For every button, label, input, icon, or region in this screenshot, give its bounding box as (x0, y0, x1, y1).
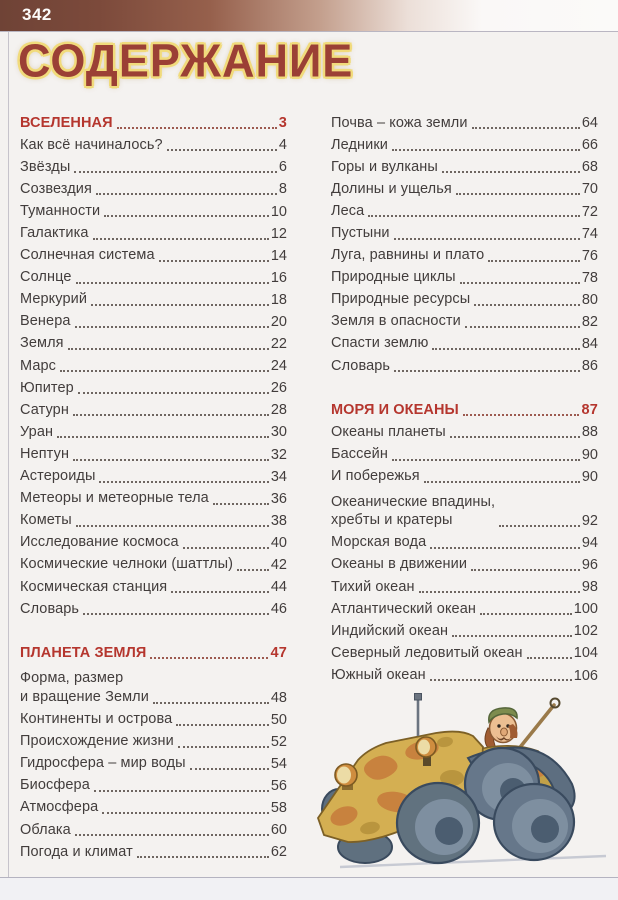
dotted-leader (213, 503, 269, 505)
toc-row (20, 775, 287, 797)
dotted-leader (394, 238, 580, 240)
toc-row (20, 222, 287, 244)
toc-page-number: 104 (573, 645, 598, 662)
soldier-nose (501, 728, 508, 736)
dotted-leader (75, 834, 269, 836)
dotted-leader (452, 635, 572, 637)
toc-page-number: 60 (270, 822, 287, 839)
toc-page-number: 68 (581, 159, 598, 176)
dotted-leader (153, 702, 269, 704)
toc-page-number: 76 (581, 247, 598, 264)
toc-page-number: 47 (270, 645, 287, 662)
toc-page-number: 90 (581, 446, 598, 463)
toc-page-number: 10 (270, 203, 287, 220)
dotted-leader (83, 613, 269, 615)
toc-label: Леса (331, 202, 365, 219)
toc-label: Космическая станция (20, 578, 168, 595)
toc-page-number: 12 (270, 225, 287, 242)
toc-row (331, 112, 598, 134)
toc-label: Метеоры и метеорные тела (20, 490, 209, 507)
toc-row (20, 156, 287, 178)
toc-row (20, 510, 287, 532)
toc-label: Венера (20, 313, 71, 330)
dotted-leader (171, 591, 269, 593)
wheel-front-center (397, 783, 479, 863)
toc-label: Космические челноки (шаттлы) (20, 556, 234, 573)
toc-page-number: 88 (581, 424, 598, 441)
toc-row (20, 178, 287, 200)
toc-label: Галактика (20, 225, 89, 242)
toc-label: Тихий океан (331, 578, 415, 595)
toc-label: Меркурий (20, 291, 88, 308)
dotted-leader (368, 215, 580, 217)
toc-label: ПЛАНЕТА ЗЕМЛЯ (20, 644, 147, 661)
dotted-leader (104, 215, 269, 217)
dotted-leader (237, 569, 269, 571)
dotted-leader (488, 260, 580, 262)
toc-label: Исследование космоса (20, 534, 179, 551)
toc-label: Кометы (20, 512, 72, 529)
toc-row (20, 134, 287, 156)
toc-page-number: 16 (270, 269, 287, 286)
toc-page-number: 52 (270, 733, 287, 750)
toc-row (331, 311, 598, 333)
left-page-edge (8, 32, 9, 877)
toc-label: Созвездия (20, 180, 92, 197)
dotted-leader (102, 812, 269, 814)
toc-page-number: 56 (270, 777, 287, 794)
toc-row (331, 156, 598, 178)
toc-row (20, 289, 287, 311)
toc-row (20, 554, 287, 576)
toc-label: Солнечная система (20, 247, 155, 264)
dotted-leader (93, 238, 269, 240)
toc-row (20, 377, 287, 399)
camo-vehicle-illustration (310, 690, 612, 876)
toc-label: Как всё начиналось? (20, 136, 163, 153)
toc-row (20, 245, 287, 267)
toc-row (331, 333, 598, 355)
toc-page-number: 70 (581, 181, 598, 198)
toc-label: Луга, равнины и плато (331, 247, 485, 264)
toc-page-number: 42 (270, 557, 287, 574)
toc-row (20, 532, 287, 554)
toc-page-number: 54 (270, 755, 287, 772)
toc-label: Погода и климат (20, 843, 133, 860)
toc-page-number: 38 (270, 512, 287, 529)
toc-page-number: 90 (581, 468, 598, 485)
toc-section-row (20, 112, 287, 134)
dotted-leader (159, 260, 269, 262)
toc-page-number: 100 (573, 601, 598, 618)
toc-row (331, 178, 598, 200)
toc-row (331, 267, 598, 289)
toc-label: Облака (20, 821, 71, 838)
toc-page-number: 106 (573, 667, 598, 684)
toc-row (331, 355, 598, 377)
toc-page-number: 86 (581, 358, 598, 375)
dotted-leader (463, 414, 580, 416)
dotted-leader (474, 304, 580, 306)
toc-row (331, 466, 598, 488)
toc-label: Туманности (20, 202, 101, 219)
toc-row (20, 355, 287, 377)
toc-page-number: 102 (573, 623, 598, 640)
toc-row (20, 200, 287, 222)
dotted-leader (480, 613, 572, 615)
toc-row (331, 620, 598, 642)
page-bottom-margin (0, 878, 618, 900)
toc-label: Гидросфера – мир воды (20, 755, 186, 772)
dotted-leader (471, 569, 580, 571)
dotted-leader (430, 547, 580, 549)
toc-label: Происхождение жизни (20, 733, 174, 750)
toc-label: Южный океан (331, 666, 426, 683)
dotted-leader (432, 348, 579, 350)
dotted-leader (68, 348, 269, 350)
toc-row (20, 399, 287, 421)
toc-page-number: 14 (270, 247, 287, 264)
toc-page-number: 84 (581, 336, 598, 353)
toc-label: Марс (20, 357, 57, 374)
toc-page-number: 96 (581, 557, 598, 574)
toc-row (20, 753, 287, 775)
toc-label: Земля в опасности (331, 313, 461, 330)
toc-page-number: 34 (270, 468, 287, 485)
toc-page-number: 72 (581, 203, 598, 220)
toc-row (331, 421, 598, 443)
toc-label: Земля (20, 335, 64, 352)
dotted-leader (394, 370, 580, 372)
toc-page-number: 94 (581, 534, 598, 551)
toc-page-number: 46 (270, 601, 287, 618)
dotted-leader (57, 436, 269, 438)
toc-row (331, 642, 598, 664)
dotted-leader (456, 193, 580, 195)
toc-label: Сатурн (20, 401, 69, 418)
toc-label: Континенты и острова (20, 711, 173, 728)
dotted-leader (465, 326, 580, 328)
dotted-leader (499, 525, 580, 527)
toc-section-row (20, 642, 287, 664)
toc-page-number: 18 (270, 291, 287, 308)
toc-row (331, 488, 598, 532)
toc-page-number: 28 (270, 402, 287, 419)
toc-label: Пустыни (331, 225, 390, 242)
dotted-leader (75, 326, 269, 328)
toc-page-number: 36 (270, 490, 287, 507)
dotted-leader (527, 657, 572, 659)
toc-label: Почва – кожа земли (331, 114, 468, 131)
toc-page-number: 22 (270, 336, 287, 353)
header-bar (0, 0, 618, 31)
toc-label: Солнце (20, 269, 72, 286)
wheel-rear-bottom (494, 784, 574, 860)
toc-page-number: 50 (270, 711, 287, 728)
dotted-leader (472, 127, 580, 129)
dotted-leader (190, 768, 269, 770)
toc-label: ВСЕЛЕННАЯ (20, 114, 113, 131)
dotted-leader (183, 547, 269, 549)
top-rule (0, 31, 618, 32)
toc-page-number: 24 (270, 358, 287, 375)
toc-page-number: 3 (278, 115, 287, 132)
toc-row (20, 488, 287, 510)
dotted-leader (99, 481, 268, 483)
toc-row (331, 598, 598, 620)
toc-row (331, 245, 598, 267)
toc-page-number: 20 (270, 314, 287, 330)
dotted-leader (137, 856, 269, 858)
toc-row (20, 576, 287, 598)
toc-page-number: 74 (581, 225, 598, 242)
page-number: 342 (22, 5, 52, 24)
toc-page-number: 62 (270, 844, 287, 861)
toc-label: Форма, размер и вращение Земли (20, 670, 149, 705)
toc-label: Атмосфера (20, 799, 99, 816)
soldier-eye (497, 724, 500, 727)
dotted-leader (442, 171, 580, 173)
antenna (415, 694, 422, 737)
dotted-leader (430, 679, 572, 681)
toc-label: Океанические впадины, хребты и кратеры (331, 493, 496, 529)
dotted-leader (176, 724, 269, 726)
toc-row (20, 797, 287, 819)
toc-label: Природные ресурсы (331, 291, 471, 308)
toc-label: МОРЯ И ОКЕАНЫ (331, 401, 459, 418)
toc-row (20, 421, 287, 443)
toc-row (20, 819, 287, 841)
page-title: СОДЕРЖАНИЕ (18, 34, 354, 88)
toc-page-number: 87 (581, 402, 598, 419)
dotted-leader (91, 304, 269, 306)
toc-page-number: 58 (270, 800, 287, 817)
toc-row (331, 532, 598, 554)
toc-label: Звёзды (20, 158, 71, 175)
toc-page-number: 64 (581, 115, 598, 132)
toc-label: Северный ледовитый океан (331, 644, 523, 661)
toc-page-number: 92 (581, 512, 598, 529)
toc-row (20, 731, 287, 753)
dotted-leader (150, 657, 268, 659)
toc-page-number: 26 (270, 380, 287, 397)
dotted-leader (78, 392, 269, 394)
toc-row (20, 267, 287, 289)
dotted-leader (392, 459, 580, 461)
dotted-leader (117, 127, 277, 129)
dotted-leader (73, 459, 269, 461)
toc-page-number: 30 (270, 424, 287, 441)
dotted-leader (94, 790, 269, 792)
toc-page-number: 98 (581, 579, 598, 596)
toc-label: Астероиды (20, 468, 96, 485)
dotted-leader (450, 436, 580, 438)
dotted-leader (178, 746, 269, 748)
toc-row (331, 289, 598, 311)
toc-row (331, 576, 598, 598)
toc-page-number: 66 (581, 137, 598, 154)
toc-row (20, 841, 287, 863)
toc-page-number: 32 (270, 446, 287, 463)
toc-label: Биосфера (20, 777, 90, 794)
dotted-leader (60, 370, 269, 372)
dotted-leader (76, 282, 269, 284)
toc-row (20, 333, 287, 355)
toc-label: Долины и ущелья (331, 180, 452, 197)
toc-label: Океаны планеты (331, 423, 446, 440)
toc-label: Природные циклы (331, 269, 456, 286)
toc-row (20, 709, 287, 731)
dotted-leader (96, 193, 277, 195)
toc-row (331, 222, 598, 244)
toc-row (331, 443, 598, 465)
toc-page-number: 48 (270, 689, 287, 706)
toc-row (331, 134, 598, 156)
toc-label: Океаны в движении (331, 556, 468, 573)
toc-row (20, 466, 287, 488)
toc-page-number: 80 (581, 291, 598, 308)
toc-row (20, 443, 287, 465)
toc-row (331, 200, 598, 222)
toc-row (20, 598, 287, 620)
toc-row (331, 554, 598, 576)
toc-label: Юпитер (20, 379, 74, 396)
toc-page-number: 40 (270, 534, 287, 551)
toc-label: Атлантический океан (331, 600, 476, 617)
dotted-leader (76, 525, 269, 527)
toc-page-number: 44 (270, 579, 287, 596)
toc-page-number: 6 (278, 159, 287, 176)
toc-row (20, 664, 287, 708)
toc-label: Бассейн (331, 445, 388, 462)
toc-page-number: 82 (581, 314, 598, 330)
dotted-leader (392, 149, 580, 151)
toc-label: Словарь (20, 600, 80, 617)
toc-label: Ледники (331, 136, 388, 153)
toc-label: И побережья (331, 468, 420, 485)
toc-section-row (331, 399, 598, 421)
toc-row (331, 664, 598, 686)
toc-label: Уран (20, 423, 54, 440)
toc-label: Нептун (20, 445, 70, 462)
toc-label: Горы и вулканы (331, 158, 438, 175)
toc-label: Словарь (331, 357, 391, 374)
dotted-leader (419, 591, 580, 593)
toc-label: Морская вода (331, 534, 427, 551)
dotted-leader (167, 149, 277, 151)
dotted-leader (424, 481, 580, 483)
toc-page-number: 4 (278, 137, 287, 154)
toc-page-number: 78 (581, 269, 598, 286)
toc-row (20, 311, 287, 333)
dotted-leader (460, 282, 580, 284)
toc-page-number: 8 (278, 181, 287, 198)
toc-label: Спасти землю (331, 335, 429, 352)
dotted-leader (74, 171, 277, 173)
toc-label: Индийский океан (331, 622, 449, 639)
dotted-leader (73, 414, 269, 416)
toc-column-left (20, 112, 287, 863)
